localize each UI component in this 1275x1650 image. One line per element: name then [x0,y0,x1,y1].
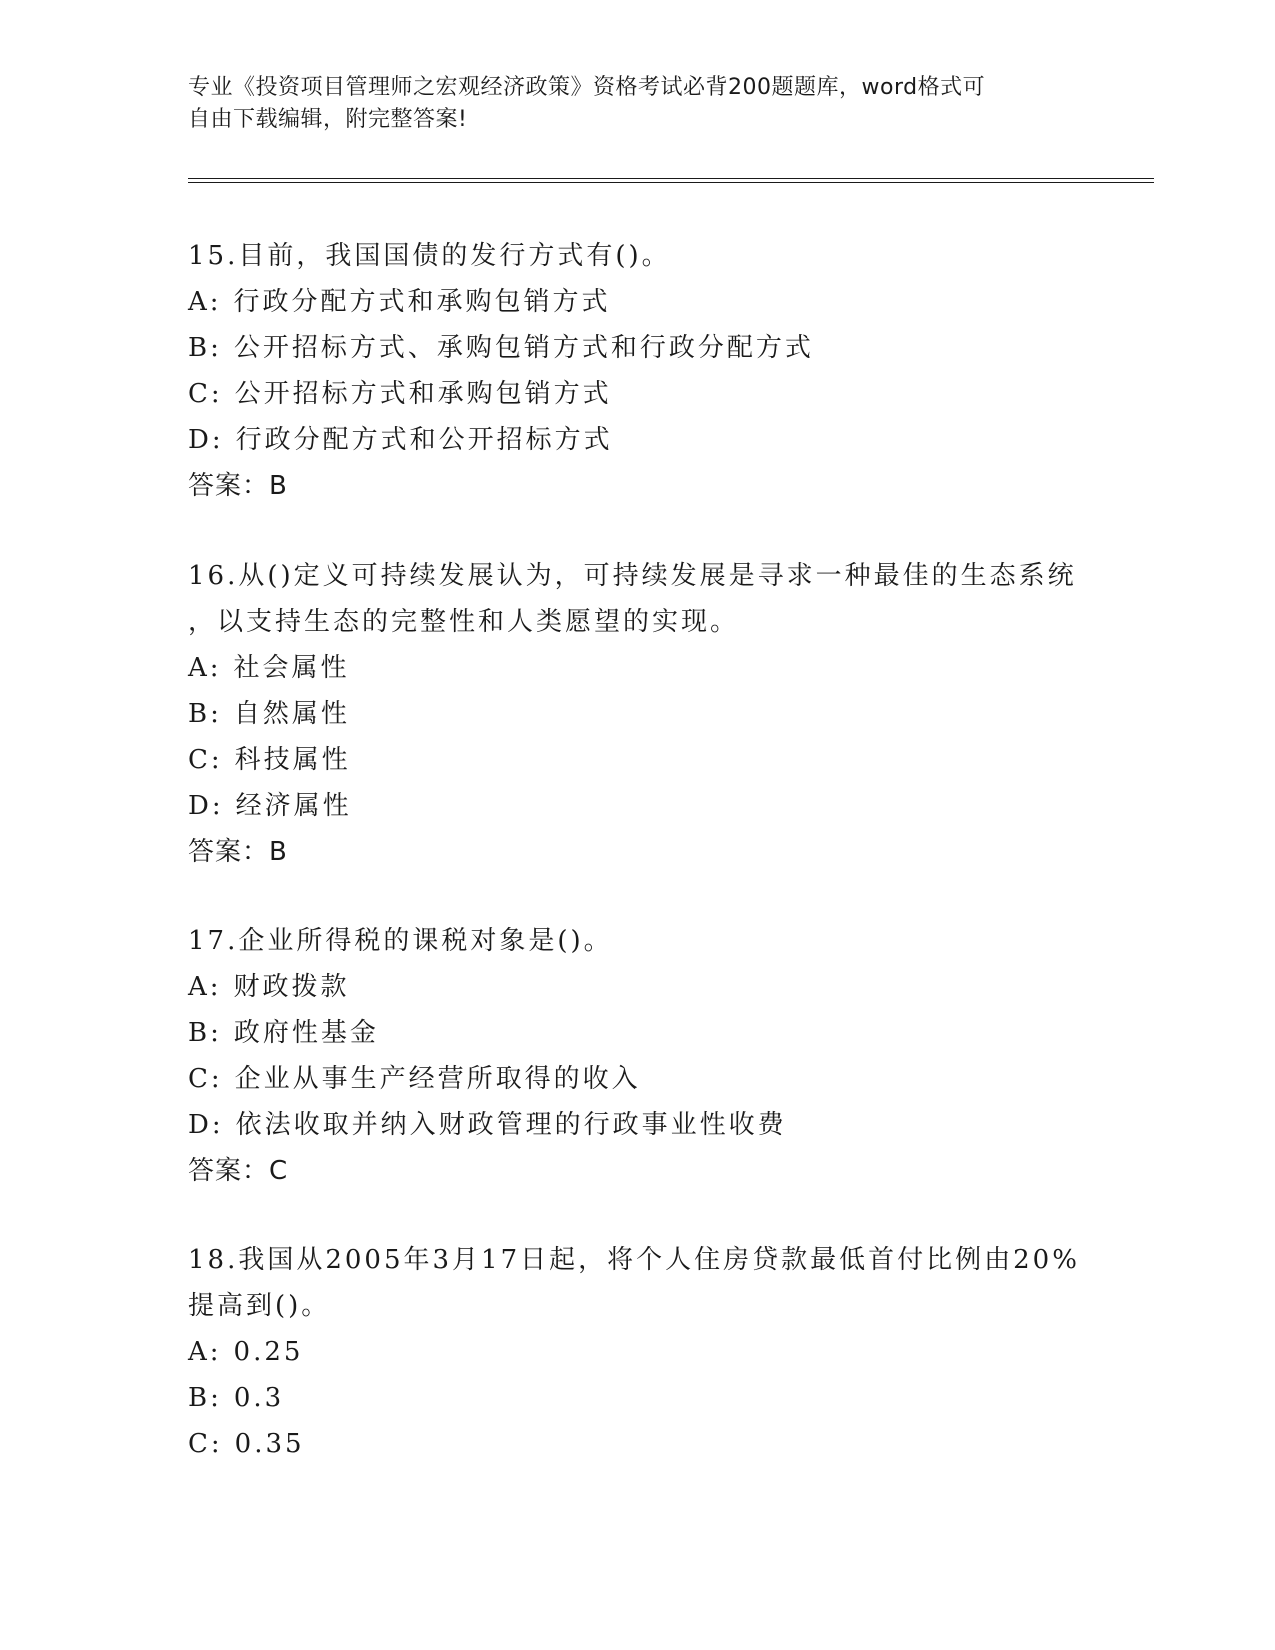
option-c [188,737,1088,783]
option-b [188,325,1088,371]
option-d [188,417,1088,463]
option-d [188,1102,1088,1148]
question-stem-line-1: 16.从()定义可持续发展认为，可持续发展是寻求一种最佳的生态系统 [188,561,1077,591]
question-15 [188,233,1088,509]
option-key: B: [188,333,222,363]
option-key: A: [188,287,222,317]
option-c [188,1056,1088,1102]
option-text: 0.3 [233,1383,285,1413]
option-key: B: [188,1383,222,1413]
answer-label: 答案：C [188,1156,289,1186]
option-c [188,1421,1088,1467]
option-key: A: [188,972,222,1002]
header-divider-bottom [188,182,1154,183]
option-text: 经济属性 [235,791,352,821]
option-key: A: [188,653,222,683]
answer-label: 答案：B [188,471,288,501]
option-text: 依法收取并纳入财政管理的行政事业性收费 [235,1110,787,1140]
question-stem: 17.企业所得税的课税对象是()。 [188,926,613,956]
option-a [188,279,1088,325]
option-text: 科技属性 [234,745,351,775]
document-header [188,72,1088,136]
question-18 [188,1237,1088,1467]
option-key: B: [188,1018,222,1048]
option-b [188,1010,1088,1056]
question-stem-line-2: ，以支持生态的完整性和人类愿望的实现。 [188,607,740,637]
option-key: C: [188,1064,223,1094]
option-key: C: [188,745,223,775]
option-key: D: [188,1110,224,1140]
option-b [188,1375,1088,1421]
question-16 [188,553,1088,875]
option-text: 财政拨款 [233,972,350,1002]
option-a [188,964,1088,1010]
option-text: 行政分配方式和承购包销方式 [233,287,611,317]
option-text: 0.35 [234,1429,305,1459]
option-a [188,645,1088,691]
option-c [188,371,1088,417]
option-key: C: [188,1429,223,1459]
option-text: 社会属性 [233,653,350,683]
option-text: 政府性基金 [233,1018,379,1048]
question-stem-line-1: 18.我国从2005年3月17日起，将个人住房贷款最低首付比例由20% [188,1245,1080,1275]
answer-label: 答案：B [188,837,288,867]
header-divider-top [188,178,1154,179]
header-line-1: 专业《投资项目管理师之宏观经济政策》资格考试必背200题题库，word格式可 [188,75,986,100]
option-text: 0.25 [233,1337,304,1367]
option-key: B: [188,699,222,729]
option-b [188,691,1088,737]
option-key: D: [188,791,224,821]
question-stem: 15.目前，我国国债的发行方式有()。 [188,241,671,271]
question-17 [188,918,1088,1194]
option-text: 企业从事生产经营所取得的收入 [234,1064,641,1094]
option-key: C: [188,379,223,409]
option-text: 公开招标方式、承购包销方式和行政分配方式 [233,333,814,363]
option-d [188,783,1088,829]
option-key: A: [188,1337,222,1367]
header-line-2: 自由下载编辑，附完整答案! [188,107,468,132]
option-key: D: [188,425,224,455]
option-text: 行政分配方式和公开招标方式 [235,425,613,455]
option-text: 自然属性 [233,699,350,729]
option-text: 公开招标方式和承购包销方式 [234,379,612,409]
option-a [188,1329,1088,1375]
question-stem-line-2: 提高到()。 [188,1291,331,1321]
